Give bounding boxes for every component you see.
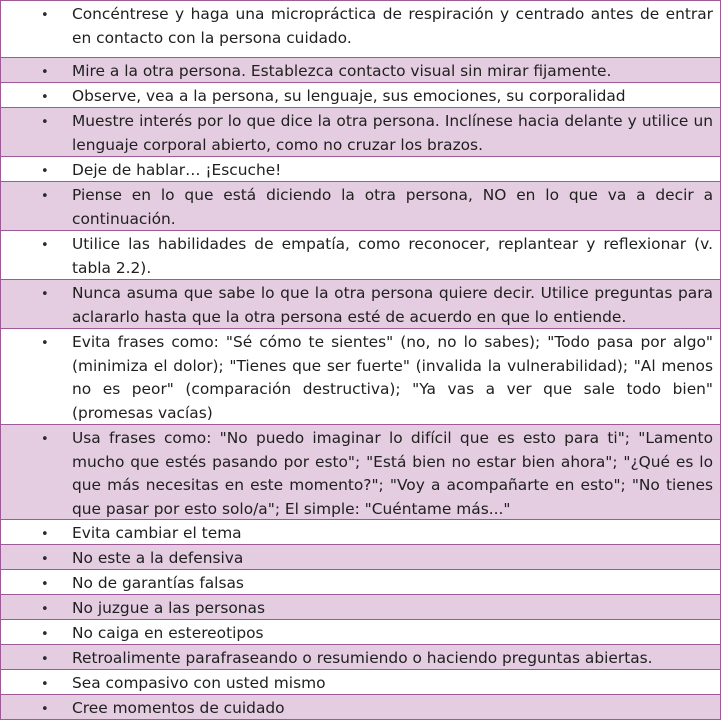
- list-item-text: Evita cambiar el tema: [72, 524, 242, 542]
- list-item-text: Observe, vea a la persona, su lenguaje, sus emociones, su corporalidad: [72, 87, 626, 105]
- list-item-text: No juzgue a las personas: [72, 599, 265, 617]
- list-item-text: Usa frases como: "No puedo imaginar lo difícil que es esto para ti"; "Lamento mucho que estés pasando por esto"; "Está bien no estar bien ahora"; "¿Qué es lo que más necesitas en este momento?"; "Voy a acompañarte en esto"; "No tienes que pasar por esto solo/a"; El simple: "Cuéntame más...": [72, 429, 713, 518]
- list-item-text: No de garantías falsas: [72, 574, 244, 592]
- list-item: [1, 328, 720, 424]
- list-item-text: Utilice las habilidades de empatía, como reconocer, replantear y reflexionar (v. tabla 2.2).: [72, 235, 713, 277]
- bullet-icon: •: [41, 577, 49, 592]
- list-item-text: Cree momentos de cuidado: [72, 699, 285, 717]
- bullet-icon: •: [41, 652, 49, 667]
- list-item: [1, 544, 720, 569]
- bullet-icon: •: [41, 164, 49, 179]
- bullet-icon: •: [41, 65, 49, 80]
- list-item-text: Nunca asuma que sabe lo que la otra persona quiere decir. Utilice preguntas para aclararlo hasta que la otra persona esté de acuerdo en que lo entiende.: [72, 284, 713, 326]
- list-item: [1, 644, 720, 669]
- list-item: [1, 519, 720, 544]
- list-item: [1, 279, 720, 328]
- list-item-text: Evita frases como: "Sé cómo te sientes" (no, no lo sabes); "Todo pasa por algo" (minimiza el dolor); "Tienes que ser fuerte" (invalida la vulnerabilidad); "Al menos no es peor" (comparación destructiva); "Ya vas a ver que sale todo bien" (promesas vacías): [72, 333, 713, 422]
- list-item: [1, 1, 720, 57]
- list-item: [1, 82, 720, 107]
- list-item-text: No caiga en estereotipos: [72, 624, 264, 642]
- list-item: [1, 107, 720, 156]
- bullet-icon: •: [41, 287, 49, 302]
- list-item-text: Deje de hablar… ¡Escuche!: [72, 161, 282, 179]
- bullet-icon: •: [41, 189, 49, 204]
- bullet-icon: •: [41, 702, 49, 717]
- bullet-icon: •: [41, 238, 49, 253]
- list-item: [1, 424, 720, 519]
- list-item: [1, 569, 720, 594]
- bullet-icon: •: [41, 602, 49, 617]
- list-item: [1, 181, 720, 230]
- list-item-text: Mire a la otra persona. Establezca contacto visual sin mirar fijamente.: [72, 62, 612, 80]
- list-item: [1, 57, 720, 82]
- list-item-text: Muestre interés por lo que dice la otra persona. Inclínese hacia delante y utilice un lenguaje corporal abierto, como no cruzar los brazos.: [72, 112, 713, 154]
- list-item: [1, 619, 720, 644]
- bullet-icon: •: [41, 115, 49, 130]
- bullet-icon: •: [41, 527, 49, 542]
- bullet-icon: •: [41, 677, 49, 692]
- list-item: [1, 594, 720, 619]
- bullet-icon: •: [41, 552, 49, 567]
- bullet-icon: •: [41, 336, 49, 351]
- list-item: [1, 694, 720, 719]
- bullet-icon: •: [41, 627, 49, 642]
- list-item-text: Concéntrese y haga una micropráctica de respiración y centrado antes de entrar en contacto con la persona cuidado.: [72, 5, 713, 47]
- list-item-text: Sea compasivo con usted mismo: [72, 674, 326, 692]
- list-item-text: No este a la defensiva: [72, 549, 244, 567]
- list-item-text: Piense en lo que está diciendo la otra persona, NO en lo que va a decir a continuación.: [72, 186, 713, 228]
- bullet-icon: •: [41, 90, 49, 105]
- bullet-icon: •: [41, 8, 49, 23]
- list-item: [1, 230, 720, 279]
- bullet-icon: •: [41, 432, 49, 447]
- list-item: [1, 669, 720, 694]
- list-item: [1, 156, 720, 181]
- list-item-text: Retroalimente parafraseando o resumiendo o haciendo preguntas abiertas.: [72, 649, 653, 667]
